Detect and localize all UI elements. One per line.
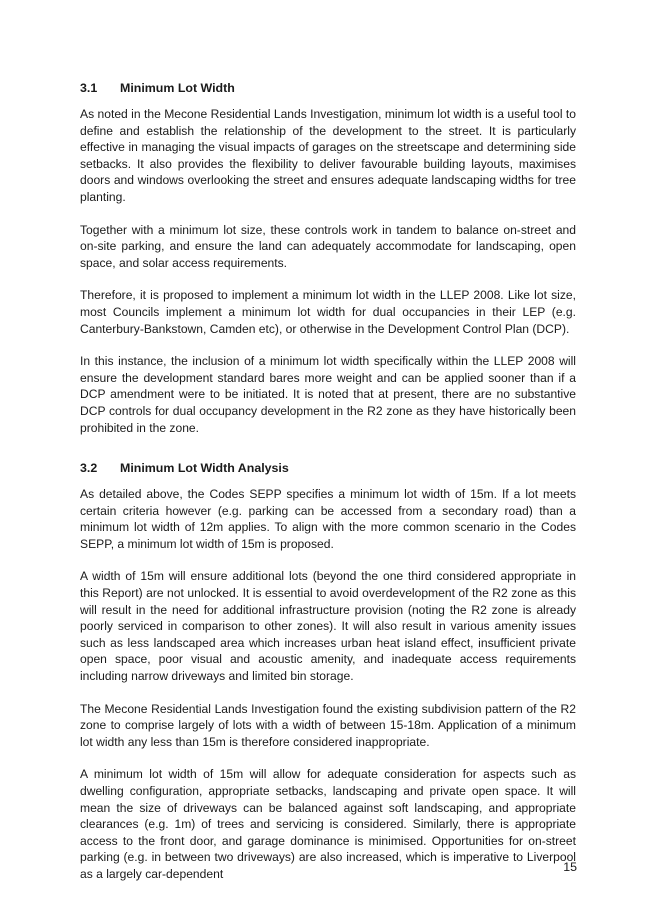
section-heading-3-1 — [80, 80, 576, 96]
section-number: 3.1 — [80, 81, 98, 95]
paragraph: As noted in the Mecone Residential Lands Investigation, minimum lot width is a useful tool to define and establish the relationship of the development to the street. It is particularly effective in managing the visual impacts of garages on the streetscape and determining side setbacks. It also provides the flexibility to deliver favourable building layouts, maximises doors and windows overlooking the street and ensures adequate landscaping widths for tree planting. — [80, 107, 576, 204]
paragraph: As detailed above, the Codes SEPP specifies a minimum lot width of 15m. If a lot meets certain criteria however (e.g. parking can be accessed from a secondary road) than a minimum lot width of 12m applies. To align with the more common scenario in the Codes SEPP, a minimum lot width of 15m is proposed. — [80, 487, 576, 551]
paragraph: A width of 15m will ensure additional lots (beyond the one third considered appropriate in this Report) are not unlocked. It is essential to avoid overdevelopment of the R2 zone as this will result in the need for additional infrastructure provision (noting the R2 zone is already poorly serviced in comparison to other zones). It will also result in various amenity issues such as less landscaped area which increases urban heat island effect, insufficient private open space, poor visual and acoustic amenity, and inadequate access requirements including narrow driveways and limited bin storage. — [80, 569, 576, 684]
paragraph: A minimum lot width of 15m will allow for adequate consideration for aspects such as dwelling configuration, appropriate setbacks, landscaping and private open space. It will mean the size of driveways can be balanced against soft landscaping, and appropriate clearances (e.g. 1m) of trees and servicing is considered. Similarly, there is appropriate access to the front door, and garage dominance is minimised. Opportunities for on-street parking (e.g. in between two driveways) are also increased, which is imperative to Liverpool as a largely car-dependent — [80, 767, 576, 881]
paragraph: The Mecone Residential Lands Investigation found the existing subdivision pattern of the R2 zone to comprise largely of lots with a width of between 15-18m. Application of a minimum lot width any less than 15m is therefore considered inappropriate. — [80, 701, 576, 749]
page-number: 15 — [563, 860, 577, 874]
paragraph: Together with a minimum lot size, these controls work in tandem to balance on-street and on-site parking, and ensure the land can adequately accommodate for landscaping, open space, and solar access requirements. — [80, 222, 576, 270]
section-heading-3-2 — [80, 460, 576, 476]
page-body — [80, 80, 576, 883]
section-title: Minimum Lot Width Analysis — [120, 461, 289, 476]
paragraph: Therefore, it is proposed to implement a minimum lot width in the LLEP 2008. Like lot size, most Councils implement a minimum lot width for dual occupancies in their LEP (e.g. Canterbury-Bankstown, Camden etc), or otherwise in the Development Control Plan (DCP). — [80, 288, 576, 336]
section-number: 3.2 — [80, 461, 98, 476]
section-title: Minimum Lot Width — [120, 81, 235, 95]
paragraph: In this instance, the inclusion of a minimum lot width specifically within the LLEP 2008 will ensure the development standard bares more weight and can be applied sooner than if a DCP amendment were to be initiated. It is noted that at present, there are no substantive DCP controls for dual occupancy development in the R2 zone as they have historically been prohibited in the zone. — [80, 354, 576, 435]
